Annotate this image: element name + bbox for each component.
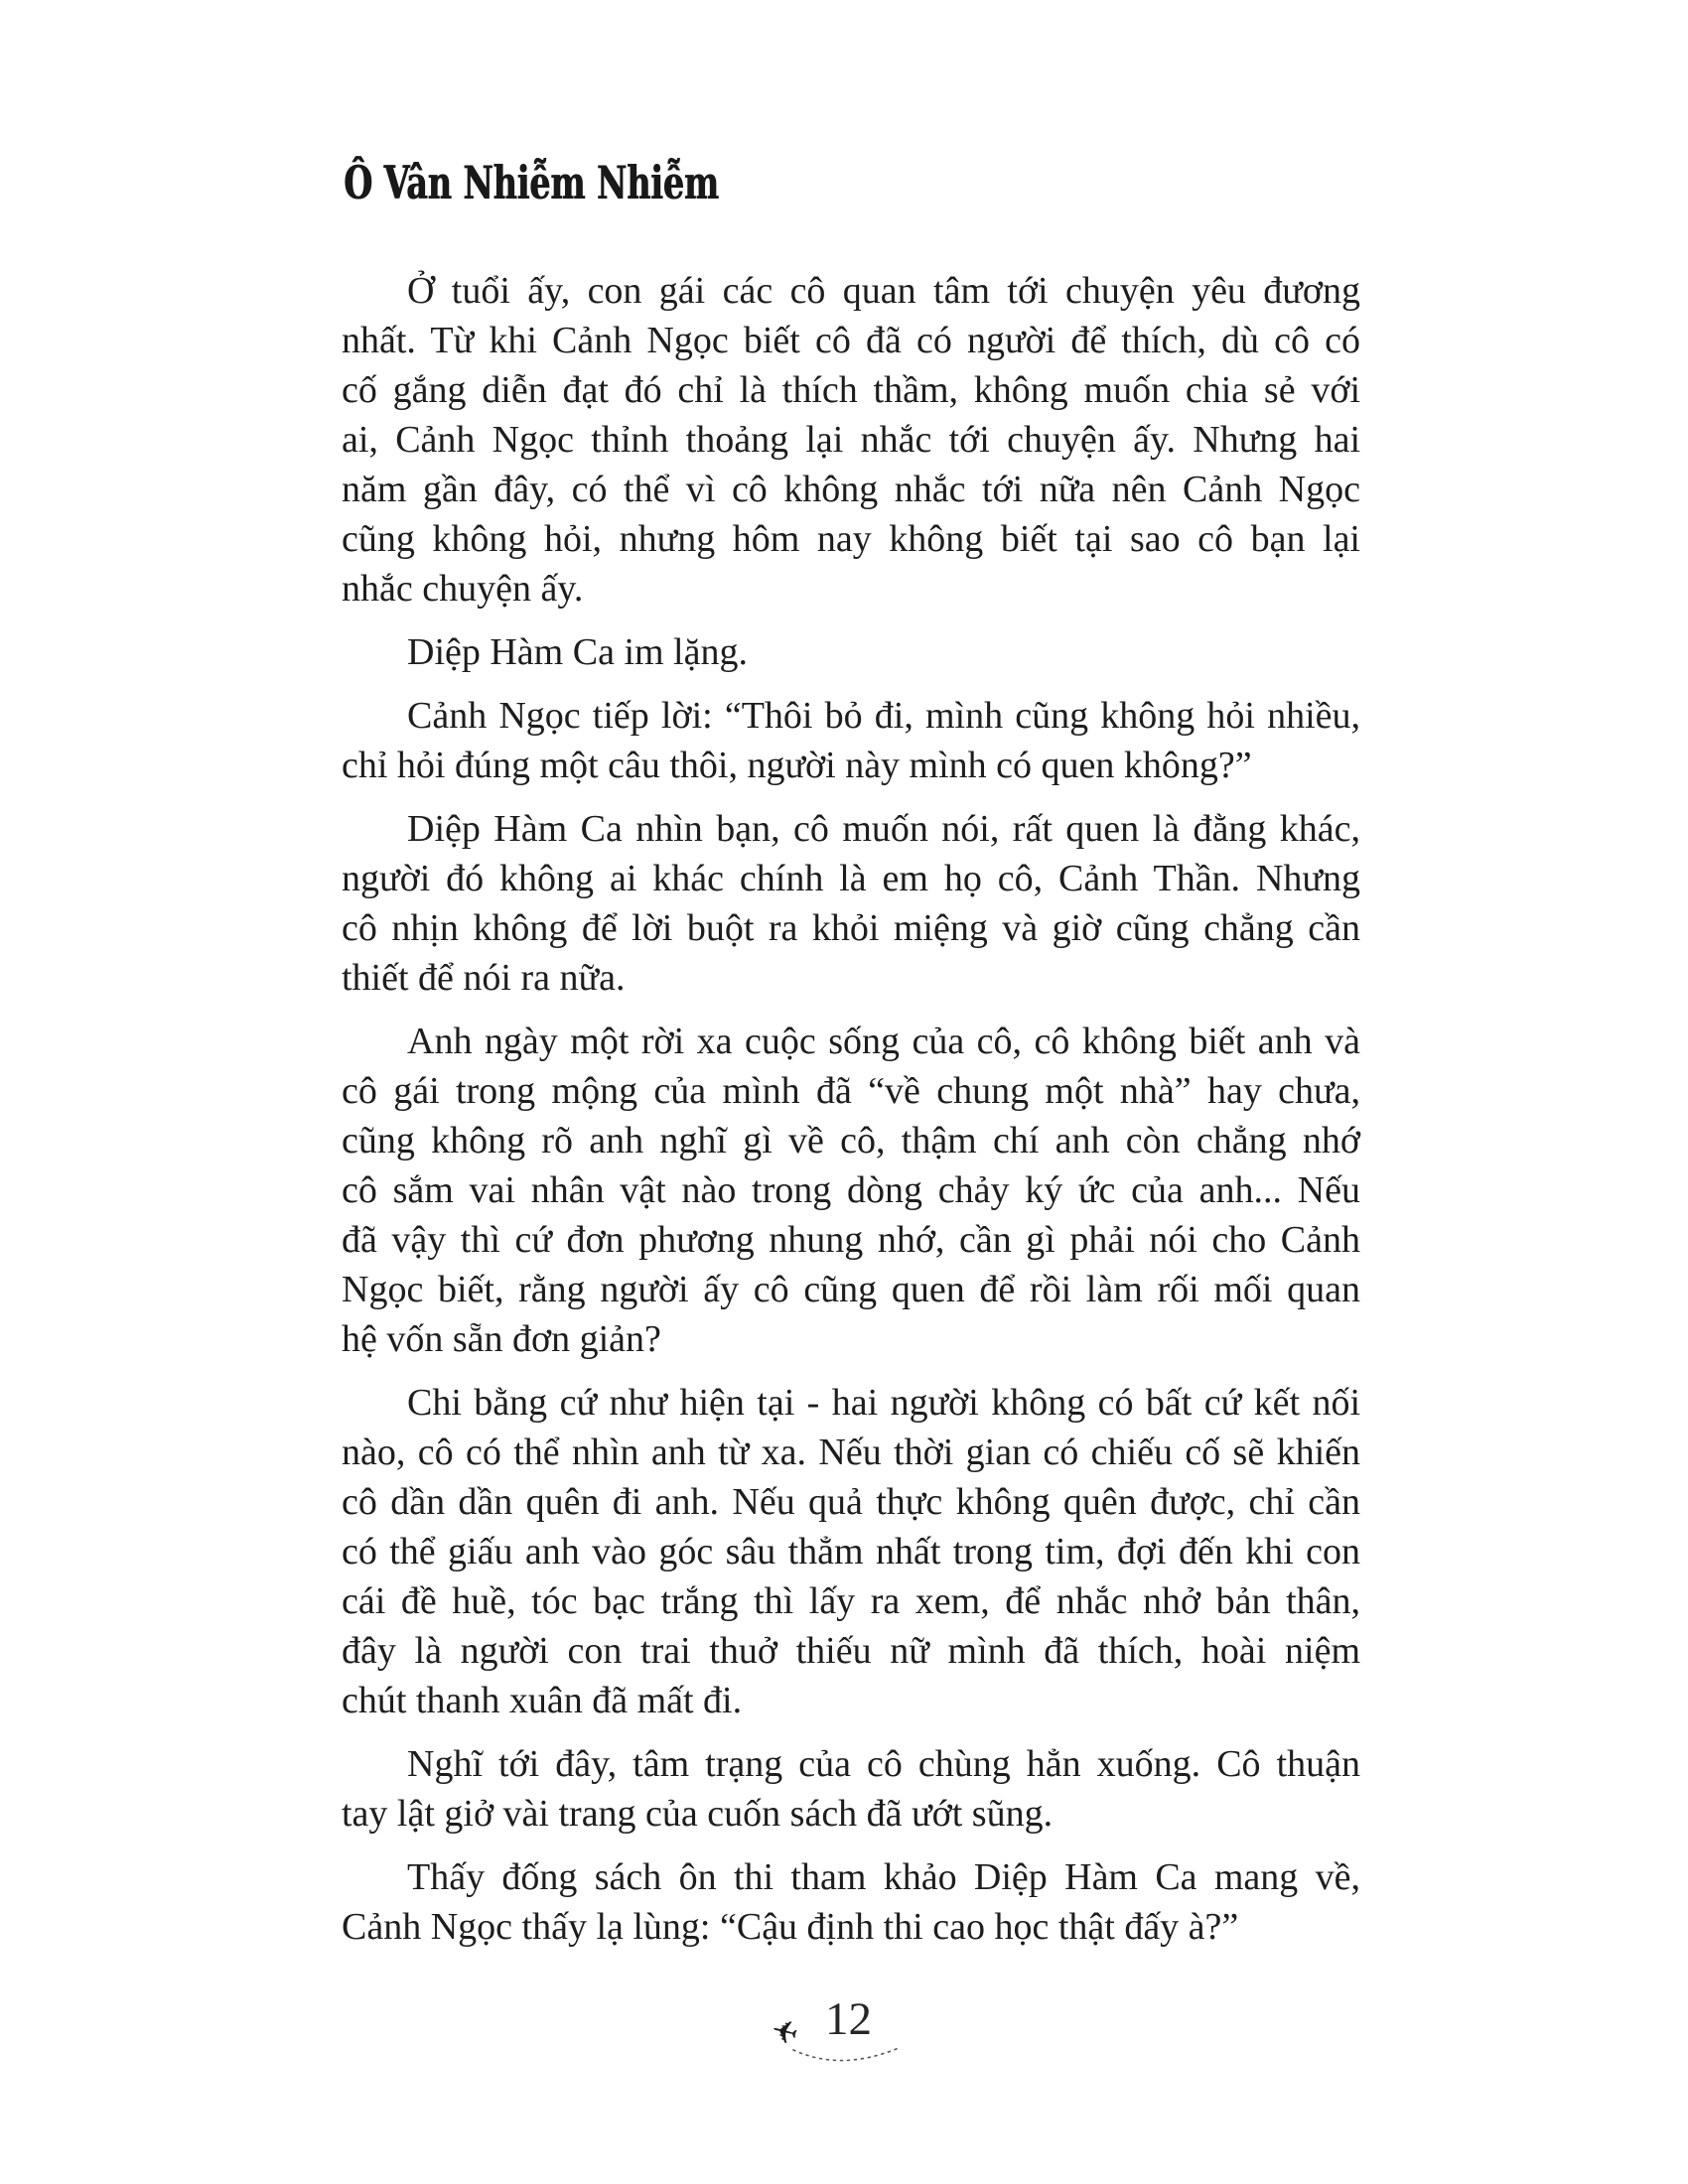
paragraph <box>342 1017 1360 1364</box>
text-line: Ngọc biết, rằng người ấy cô cũng quen để rồi làm rối mối quan <box>342 1269 1360 1310</box>
running-header-title: Ô Vân Nhiễm Nhiễm <box>344 156 719 209</box>
text-line: đã vậy thì cứ đơn phương nhung nhớ, cần gì phải nói cho Cảnh <box>342 1219 1360 1261</box>
text-line: nhắc chuyện ấy. <box>342 568 584 610</box>
text-line: Diệp Hàm Ca nhìn bạn, cô muốn nói, rất quen là đằng khác, <box>407 808 1360 850</box>
paragraph <box>342 266 1360 614</box>
body-text <box>342 266 1360 1966</box>
text-line: cô nhịn không để lời buột ra khỏi miệng và giờ cũng chẳng cần <box>342 907 1360 949</box>
text-line: Thấy đống sách ôn thi tham khảo Diệp Hàm Ca mang về, <box>407 1856 1360 1898</box>
text-line: Cảnh Ngọc thấy lạ lùng: “Cậu định thi cao học thật đấy à?” <box>342 1906 1239 1948</box>
page-footer <box>750 1990 948 2075</box>
text-line: cô sắm vai nhân vật nào trong dòng chảy ký ức của anh... Nếu <box>342 1169 1360 1211</box>
text-line: Diệp Hàm Ca im lặng. <box>407 631 748 673</box>
text-line: hệ vốn sẵn đơn giản? <box>342 1318 661 1360</box>
text-line: Ở tuổi ấy, con gái các cô quan tâm tới chuyện yêu đương <box>407 270 1360 312</box>
text-line: năm gần đây, có thể vì cô không nhắc tới nữa nên Cảnh Ngọc <box>342 469 1360 510</box>
paragraph <box>342 1739 1360 1839</box>
paragraph <box>342 627 1360 677</box>
paragraph <box>342 1852 1360 1952</box>
text-line: chỉ hỏi đúng một câu thôi, người này mình có quen không?” <box>342 745 1252 786</box>
text-line: cái đề huề, tóc bạc trắng thì lấy ra xem, để nhắc nhở bản thân, <box>342 1580 1360 1622</box>
text-line: cũng không rõ anh nghĩ gì về cô, thậm chí anh còn chẳng nhớ <box>342 1120 1360 1161</box>
text-line: nhất. Từ khi Cảnh Ngọc biết cô đã có người để thích, dù cô có <box>342 320 1360 361</box>
text-line: người đó không ai khác chính là em họ cô, Cảnh Thần. Nhưng <box>342 858 1360 899</box>
paragraph <box>342 804 1360 1003</box>
text-line: Anh ngày một rời xa cuộc sống của cô, cô không biết anh và <box>407 1021 1360 1062</box>
text-line: ai, Cảnh Ngọc thỉnh thoảng lại nhắc tới chuyện ấy. Nhưng hai <box>342 419 1360 461</box>
text-line: Chi bằng cứ như hiện tại - hai người không có bất cứ kết nối <box>407 1382 1360 1424</box>
text-line: chút thanh xuân đã mất đi. <box>342 1680 743 1721</box>
paper-plane-icon: ✈ <box>767 2010 803 2054</box>
text-line: cô gái trong mộng của mình đã “về chung một nhà” hay chưa, <box>342 1070 1360 1112</box>
text-line: tay lật giở vài trang của cuốn sách đã ướt sũng. <box>342 1793 1054 1835</box>
text-line: thiết để nói ra nữa. <box>342 957 626 999</box>
page-number: 12 <box>825 1993 872 2045</box>
text-line: cố gắng diễn đạt đó chỉ là thích thầm, không muốn chia sẻ với <box>342 369 1360 411</box>
text-line: đây là người con trai thuở thiếu nữ mình đã thích, hoài niệm <box>342 1630 1360 1672</box>
paragraph <box>342 1378 1360 1725</box>
text-line: có thể giấu anh vào góc sâu thẳm nhất trong tim, đợi đến khi con <box>342 1531 1360 1572</box>
text-line: nào, cô có thể nhìn anh từ xa. Nếu thời gian có chiếu cố sẽ khiến <box>342 1432 1360 1473</box>
text-line: cô dần dần quên đi anh. Nếu quả thực không quên được, chỉ cần <box>342 1481 1360 1523</box>
text-line: Nghĩ tới đây, tâm trạng của cô chùng hẳn xuống. Cô thuận <box>407 1743 1360 1785</box>
text-line: cũng không hỏi, nhưng hôm nay không biết tại sao cô bạn lại <box>342 518 1360 560</box>
paragraph <box>342 691 1360 790</box>
text-line: Cảnh Ngọc tiếp lời: “Thôi bỏ đi, mình cũng không hỏi nhiều, <box>407 695 1360 737</box>
